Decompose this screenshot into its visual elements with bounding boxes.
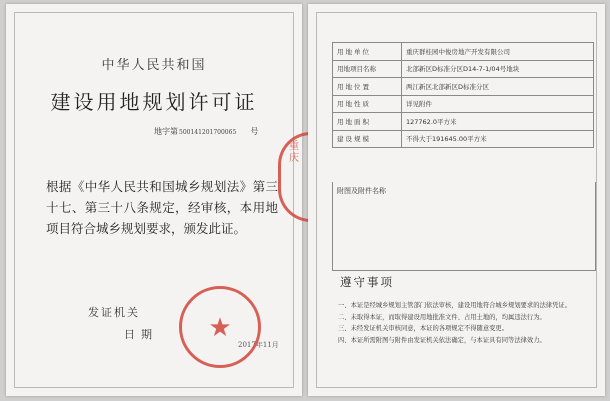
row-value: 127762.0平方米 [402,113,594,131]
row-label: 用地面积 [333,113,402,131]
row-value: 北部新区D标准分区D14-7-1/04号地块 [402,60,594,78]
row-value: 详见附件 [402,95,594,113]
certificate-front-page [6,4,302,396]
date-label: 日期 [124,328,158,341]
seal-star-icon: ★ [208,313,232,343]
row-label: 用地单位 [333,43,402,61]
row-value: 重庆群桂园中俊房地产开发有限公司 [402,43,594,61]
rule-item: 三、未经发证机关审核同意，本证的各项规定不得随意变更。 [338,325,509,332]
row-label: 用地性质 [333,95,402,113]
cert-no-suffix: 号 [250,127,259,136]
table-row [333,43,594,61]
table-row [333,60,594,78]
row-label: 用地项目名称 [333,60,402,78]
rule-item: 四、本证所需附图与附件由发证机关依法确定，与本证具有同等法律效力。 [338,336,546,344]
table-row [333,78,594,96]
certificate-number [154,126,258,137]
row-label: 用地位置 [333,78,402,96]
issuer-label: 发证机关 [88,306,140,319]
certificate-title: 建设用地规划许可证 [50,90,258,114]
official-seal [179,286,261,368]
table-row [333,95,594,113]
rule-item: 二、未取得本证，而取得建设用地批准文件、占用土地的，均属违法行为。 [338,313,546,321]
row-label: 建设规模 [333,130,402,148]
cert-no-label: 地字第 [154,127,178,136]
land-info-table [332,42,594,148]
date-value: 2017年11月 [238,341,279,349]
certificate-detail-page [308,4,605,396]
table-row [333,130,594,148]
table-row [333,113,594,131]
certificate-body-text: 根据《中华人民共和国城乡规划法》第三十七、第三十八条规定，经审核，本用地项目符合城乡规划要求，颁发此证。 [46,179,278,236]
rules-list [338,300,588,346]
attachment-label: 附图及附件名称 [337,187,386,195]
seam-seal-text: 重庆 [289,141,299,164]
country-name: 中华人民共和国 [101,58,207,73]
row-value: 两江新区北部新区D标准分区 [402,78,594,96]
cert-no-value: 500141201700065 [179,129,237,136]
rules-title: 遵守事项 [340,275,394,289]
rule-item: 一、本证是经城乡规划主管部门依法审核，建设用地符合城乡规划要求的法律凭证。 [338,302,571,309]
row-value: 不得大于191645.00平方米 [402,130,594,148]
attachment-box [332,182,596,271]
